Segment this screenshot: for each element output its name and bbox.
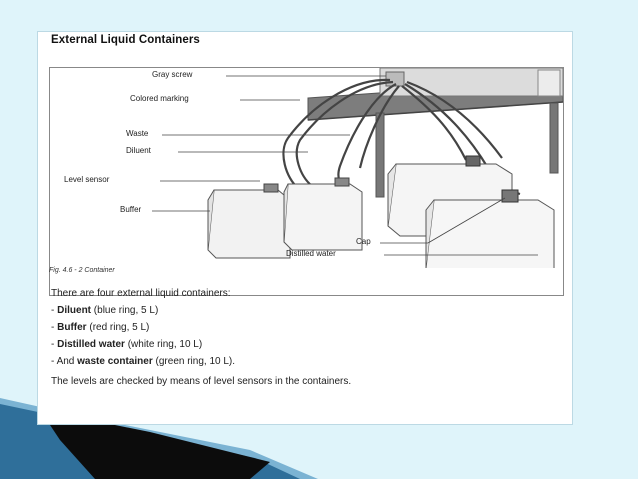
item-name: Diluent — [57, 305, 92, 316]
item-name: Buffer — [57, 322, 87, 333]
table-leg-right — [550, 103, 558, 173]
closing-sentence: The levels are checked by means of level sensors in the containers. — [51, 376, 352, 387]
callout-diluent: Diluent — [126, 146, 151, 155]
list-bullet: - — [51, 322, 55, 333]
list-bullet: - — [51, 305, 55, 316]
item-detail: (green ring, 10 L). — [155, 356, 236, 367]
callout-level-sensor: Level sensor — [64, 175, 110, 184]
instrument-panel — [538, 70, 560, 96]
figure-caption: Fig. 4.6 - 2 Container — [49, 267, 115, 274]
callout-colored-marking: Colored marking — [130, 94, 189, 103]
item-detail: (white ring, 10 L) — [127, 339, 203, 350]
list-bullet: - — [51, 339, 55, 350]
list-item-diluent — [51, 302, 561, 319]
item-name: Distilled water — [57, 339, 125, 350]
page-heading: External Liquid Containers — [51, 34, 200, 46]
diluent-container — [284, 178, 362, 250]
list-item-buffer — [51, 319, 561, 336]
buffer-container — [208, 184, 290, 258]
item-prefix: And — [56, 356, 75, 367]
distilled-water-container — [426, 190, 554, 268]
callout-waste: Waste — [126, 129, 149, 138]
document-page — [37, 31, 573, 425]
callout-buffer: Buffer — [120, 205, 142, 214]
item-detail: (red ring, 5 L) — [89, 322, 150, 333]
table-leg — [376, 113, 384, 197]
container-illustration — [50, 68, 563, 268]
list-bullet: - — [51, 356, 55, 367]
list-item-waste-container — [51, 353, 561, 370]
callout-distilled-water: Distilled water — [286, 249, 336, 258]
container-figure — [49, 67, 564, 296]
list-item-distilled-water — [51, 336, 561, 353]
callout-gray-screw: Gray screw — [152, 70, 193, 79]
intro-sentence: There are four external liquid containers: — [51, 288, 231, 299]
item-detail: (blue ring, 5 L) — [93, 305, 159, 316]
callout-cap: Cap — [356, 237, 371, 246]
body-text — [51, 285, 561, 388]
item-name: waste container — [77, 356, 153, 367]
